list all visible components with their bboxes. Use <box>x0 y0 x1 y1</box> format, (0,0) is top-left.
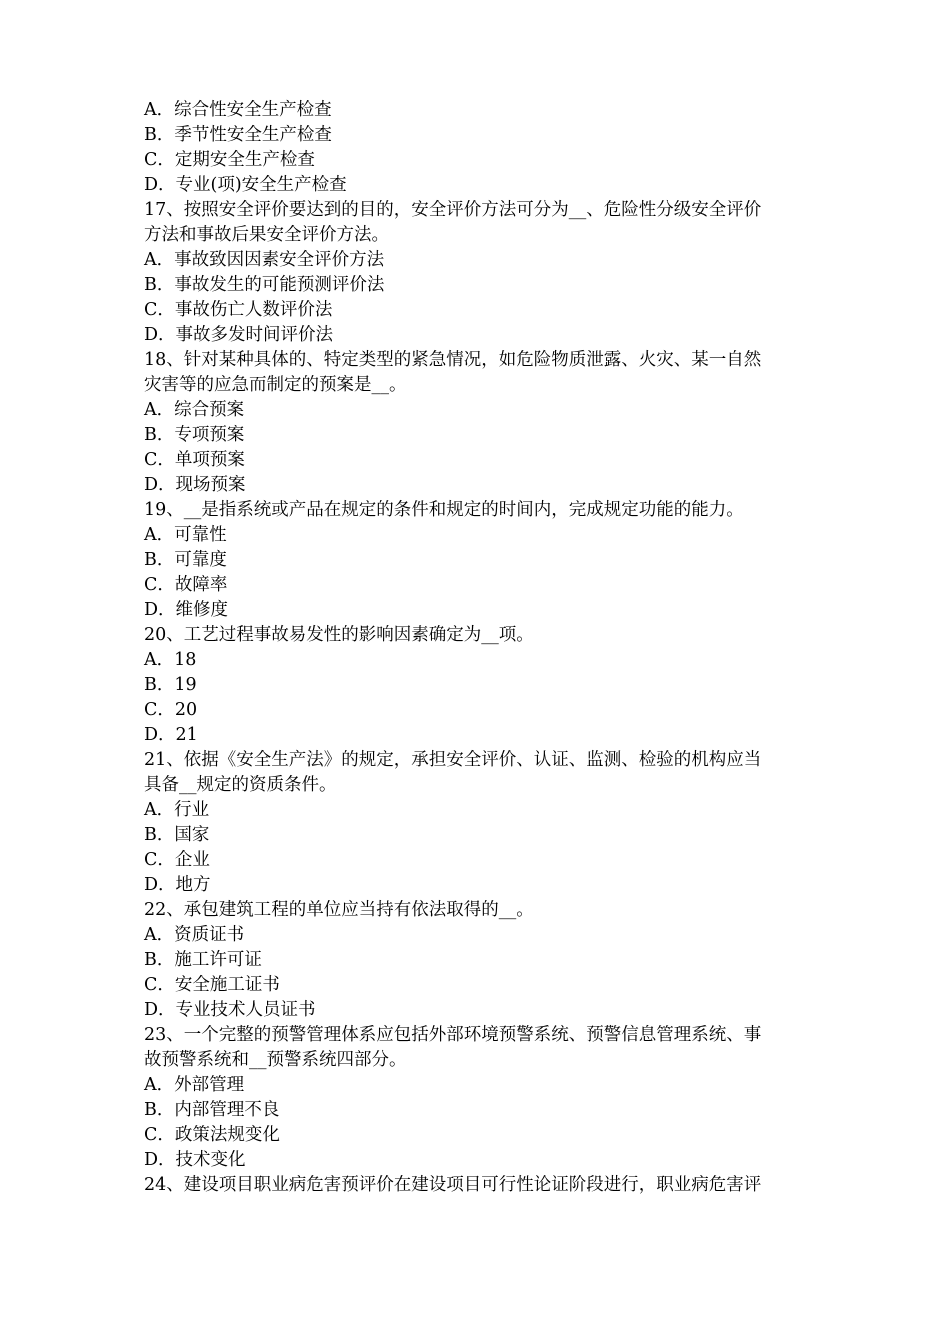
text-line: C．20 <box>144 700 198 720</box>
text-line: C．安全施工证书 <box>144 975 280 995</box>
text-line: D．专业技术人员证书 <box>144 1000 316 1020</box>
text-line: B．19 <box>144 675 197 695</box>
text-line: B．施工许可证 <box>144 950 262 970</box>
text-line: A．外部管理 <box>144 1075 245 1095</box>
document-page <box>144 98 824 1198</box>
text-line: C．政策法规变化 <box>144 1125 280 1145</box>
text-line: D．技术变化 <box>144 1150 246 1170</box>
text-line: 灾害等的应急而制定的预案是__。 <box>144 375 407 395</box>
text-line: A．综合性安全生产检查 <box>144 100 332 120</box>
text-line: C．定期安全生产检查 <box>144 150 315 170</box>
text-line: C．企业 <box>144 850 210 870</box>
text-line: D．维修度 <box>144 600 229 620</box>
text-line: 21、依据《安全生产法》的规定，承担安全评价、认证、监测、检验的机构应当 <box>144 750 762 770</box>
text-line: 19、__是指系统或产品在规定的条件和规定的时间内，完成规定功能的能力。 <box>144 500 744 520</box>
text-line: B．事故发生的可能预测评价法 <box>144 275 385 295</box>
text-line: 方法和事故后果安全评价方法。 <box>144 225 389 245</box>
text-line: B．国家 <box>144 825 210 845</box>
text-line: C．单项预案 <box>144 450 245 470</box>
text-line: C．故障率 <box>144 575 228 595</box>
text-line: 24、建设项目职业病危害预评价在建设项目可行性论证阶段进行，职业病危害评 <box>144 1175 762 1195</box>
text-line: B．季节性安全生产检查 <box>144 125 332 145</box>
text-line: 18、针对某种具体的、特定类型的紧急情况，如危险物质泄露、火灾、某一自然 <box>144 350 762 370</box>
text-line: 故预警系统和__预警系统四部分。 <box>144 1050 407 1070</box>
text-line: A．资质证书 <box>144 925 245 945</box>
text-line: 23、一个完整的预警管理体系应包括外部环境预警系统、预警信息管理系统、事 <box>144 1025 762 1045</box>
text-line: A．可靠性 <box>144 525 227 545</box>
text-line: A．综合预案 <box>144 400 245 420</box>
text-line: D．事故多发时间评价法 <box>144 325 334 345</box>
text-line: A．18 <box>144 650 197 670</box>
text-line: B．专项预案 <box>144 425 245 445</box>
text-line: D．专业(项)安全生产检查 <box>144 175 347 195</box>
text-line: C．事故伤亡人数评价法 <box>144 300 333 320</box>
text-line: 17、按照安全评价要达到的目的，安全评价方法可分为__、危险性分级安全评价 <box>144 200 762 220</box>
text-line: D．21 <box>144 725 198 745</box>
text-line: 具备__规定的资质条件。 <box>144 775 337 795</box>
text-line: D．现场预案 <box>144 475 246 495</box>
text-line: D．地方 <box>144 875 211 895</box>
text-line: A．行业 <box>144 800 210 820</box>
text-line: A．事故致因因素安全评价方法 <box>144 250 385 270</box>
text-line: B．内部管理不良 <box>144 1100 280 1120</box>
text-line: B．可靠度 <box>144 550 227 570</box>
text-line: 22、承包建筑工程的单位应当持有依法取得的__。 <box>144 900 534 920</box>
text-line: 20、工艺过程事故易发性的影响因素确定为__项。 <box>144 625 534 645</box>
